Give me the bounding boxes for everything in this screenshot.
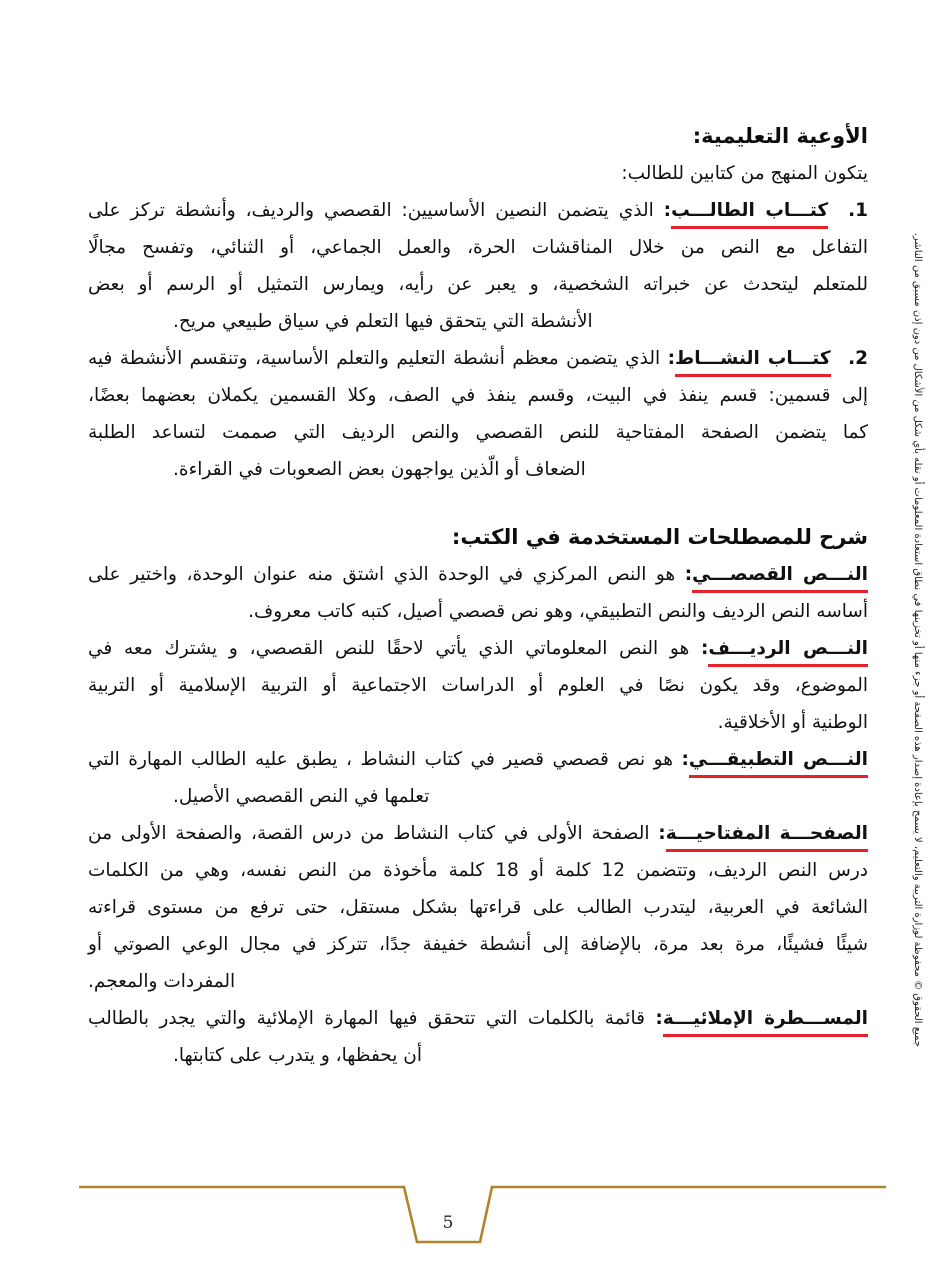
list-item-1-line-3: للمتعلم ليتحدث عن خبراته الشخصية، و يعبر عن رأيه، ويمارس التمثيل أو الرسم أو بعض [88,274,868,295]
page-number: 5 [442,1213,454,1233]
term-keypage-line-2: درس النص الرديف، وتتضمن 12 كلمة أو 18 كلمة مأخوذة من النص نفسه، وهي من الكلمات [88,860,868,881]
body-text: قائمة بالكلمات التي تتحقق فيها المهارة الإملائية والتي يجدر بالطالب [88,1008,646,1029]
term-student-book: كتـــاب الطالـــب [671,200,828,229]
term-applied-line-1 [88,742,868,779]
list-item-1-line-1 [88,193,868,230]
term-applied-text: النـــص التطبيقـــي [689,749,868,778]
copyright-sidebar: جميع الحقوق © محفوظة لوزارة التربية والتعليم، لا يسمح بإعادة إصدار هذه الصفحة أو جزء منها أو تخزينها في نطاق استعادة المعلومات أو نقله بأي شكل من الأشكال من دون إذن مسبق من الناشر. [912,232,923,1047]
body-text: الذي يتضمن النصين الأساسيين: القصصي والرديف، وأنشطة تركز على [88,200,654,221]
list-item-1-line-2: التفاعل مع النص من خلال المناقشات الحرة، والعمل الجماعي، أو الثنائي، وتفسح مجالًا [88,237,868,258]
term-keypage-text: الصفحـــة المفتاحيـــة [666,823,868,852]
term-companion-line-2: الموضوع، وقد يكون نصًا في العلوم أو الدراسات الاجتماعية أو التربية الإسلامية أو التربية [88,675,868,696]
term-keypage-line-1 [88,816,868,853]
term-applied-line-2: تعلمها في النص القصصي الأصيل. [173,786,430,807]
term-colon: : [701,638,709,659]
page-content [88,118,868,1075]
term-colon: : [681,749,689,770]
body-text: هو النص المركزي في الوحدة الذي اشتق منه عنوان الوحدة، واختير على [88,564,676,585]
term-story-line-2: أساسه النص الرديف والنص التطبيقي، وهو نص قصصي أصيل، كتبه كاتب معروف. [248,601,868,622]
term-colon: : [663,200,672,221]
term-companion-line-3: الوطنية أو الأخلاقية. [717,712,868,733]
list-number-2: 2. [848,348,868,369]
term-colon: : [658,823,666,844]
term-keypage-line-4: شيئًا فشيئًا، مرة بعد مرة، بالإضافة إلى أنشطة خفيفة جدًا، تتركز في مجال الوعي الصوتي أو [88,934,868,955]
body-text: الذي يتضمن معظم أنشطة التعليم والتعلم الأساسية، وتنقسم الأنشطة فيه [88,348,661,369]
term-companion-text: النـــص الرديـــف [708,638,868,667]
term-keypage-line-5: المفردات والمعجم. [88,971,236,992]
term-spelling-line-1 [88,1001,868,1038]
body-text: هو النص المعلوماتي الذي يأتي لاحقًا للنص القصصي، و يشترك معه في [88,638,690,659]
footer-rule-notch [0,1178,945,1268]
term-activity-book: كتـــاب النشـــاط [675,348,831,377]
body-text: الصفحة الأولى في كتاب النشاط من درس القصة، والصفحة الأولى من [88,823,650,844]
term-colon: : [667,348,675,369]
gold-rule [79,1187,886,1242]
term-colon: : [684,564,693,585]
section-heading-terms-glossary: شرح للمصطلحات المستخدمة في الكتب: [451,525,868,549]
term-companion-line-1 [88,631,868,668]
section-heading-learning-containers: الأوعية التعليمية: [692,124,868,148]
list-item-2-line-1 [88,341,868,378]
term-spelling-line-2: أن يحفظها، و يتدرب على كتابتها. [173,1045,423,1066]
term-story-line-1 [88,557,868,594]
term-colon: : [655,1008,663,1029]
list-item-2-line-3: كما يتضمن الصفحة المفتاحية للنص القصصي والنص الرديف التي صممت لتساعد الطلبة [88,422,868,443]
list-item-2-line-4: الضعاف أو الّذين يواجهون بعض الصعوبات في القراءة. [173,459,586,480]
term-spelling-text: المســـطرة الإملائيـــة [663,1008,868,1037]
list-item-1-line-4: الأنشطة التي يتحقق فيها التعلم في سياق طبيعي مريح. [173,311,593,332]
list-item-2-line-2: إلى قسمين: قسم ينفذ في البيت، وقسم ينفذ في الصف، وكلا القسمين يكملان بعضهما بعضًا، [88,385,868,406]
intro-line: يتكون المنهج من كتابين للطالب: [621,163,868,184]
term-story-text: النـــص القصصـــي [692,564,868,593]
term-keypage-line-3: الشائعة في العربية، ليتدرب الطالب على قراءتها بشكل مستقل، حتى ترفع من مستوى قراءته [88,897,868,918]
list-number-1: 1. [848,200,868,221]
body-text: هو نص قصصي قصير في كتاب النشاط ، يطبق عليه الطالب المهارة التي [88,749,673,770]
